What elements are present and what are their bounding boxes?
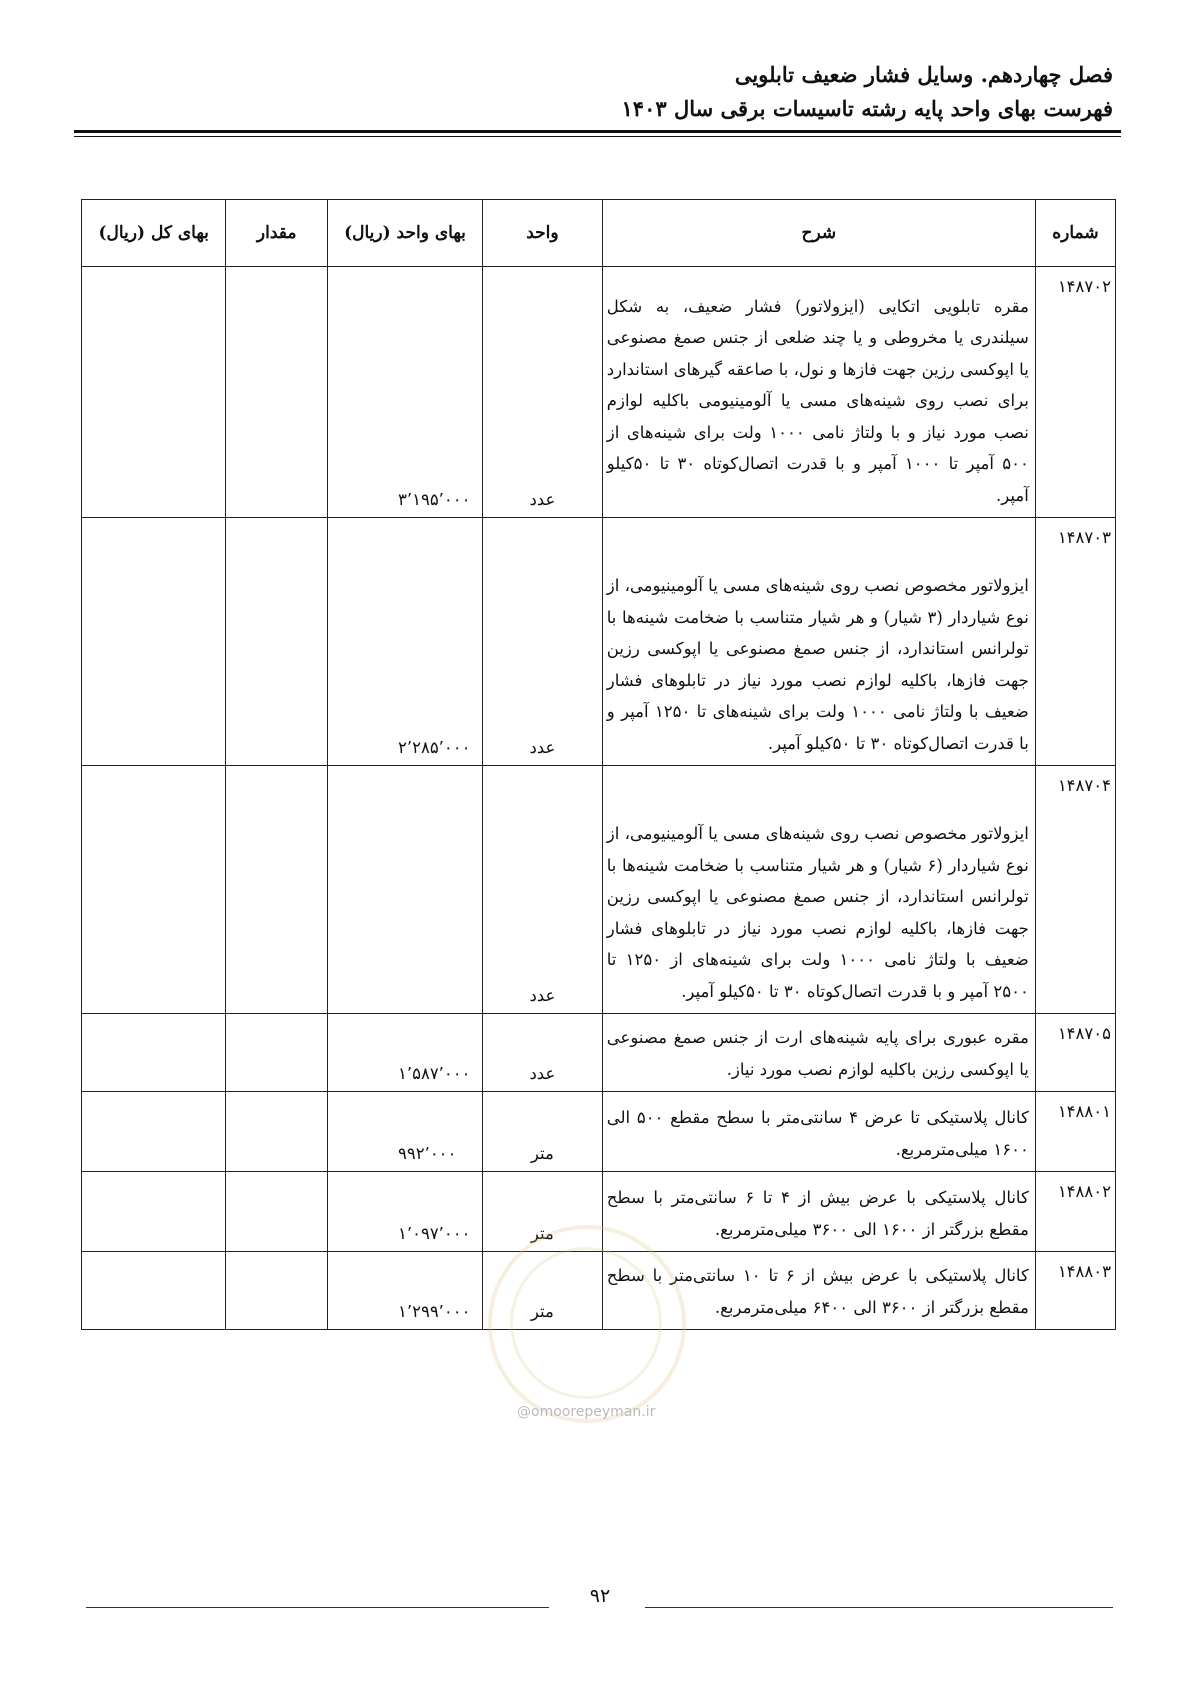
column-header-description: شرح xyxy=(602,200,1035,267)
table-row xyxy=(82,766,1116,1014)
item-unit: متر xyxy=(483,1252,603,1330)
item-quantity xyxy=(226,766,328,1014)
watermark-text: @omoorepeyman.ir xyxy=(517,1404,656,1420)
item-total-price xyxy=(82,766,226,1014)
item-description: مقره تابلویی اتکایی (ایزولاتور) فشار ضعیف، به شکل سیلندری یا مخروطی و یا چند ضلعی از جنس صمغ مصنوعی یا اپوکسی رزین جهت فازها و نول، با صاعقه گیرهای استاندارد برای نصب روی شینه‌های مسی یا آلومینیومی باکلیه لوازم نصب مورد نیاز و با ولتاژ نامی ۱۰۰۰ ولت برای شینه‌های از ۵۰۰ آمپر تا ۱۰۰۰ آمپر و با قدرت اتصال‌کوتاه ۳۰ تا ۵۰کیلو آمپر. xyxy=(602,267,1035,518)
item-unit-price: ۲٬۲۸۵٬۰۰۰ xyxy=(327,518,482,766)
page-header xyxy=(78,58,1113,126)
table-header-row xyxy=(82,200,1116,267)
item-total-price xyxy=(82,1014,226,1092)
item-number: ۱۴۸۸۰۱ xyxy=(1035,1092,1115,1172)
item-unit-price: ۳٬۱۹۵٬۰۰۰ xyxy=(327,267,482,518)
item-description: کانال پلاستیکی با عرض بیش از ۶ تا ۱۰ سانتی‌متر با سطح مقطع بزرگتر از ۳۶۰۰ الی ۶۴۰۰ میلی‌مترمربع. xyxy=(602,1252,1035,1330)
item-unit: عدد xyxy=(483,1014,603,1092)
item-quantity xyxy=(226,1252,328,1330)
item-quantity xyxy=(226,518,328,766)
item-description: کانال پلاستیکی تا عرض ۴ سانتی‌متر با سطح مقطع ۵۰۰ الی ۱۶۰۰ میلی‌مترمربع. xyxy=(602,1092,1035,1172)
item-unit-price: ۱٬۰۹۷٬۰۰۰ xyxy=(327,1172,482,1252)
item-unit-price: ۱٬۲۹۹٬۰۰۰ xyxy=(327,1252,482,1330)
column-header-total-price: بهای کل (ریال) xyxy=(82,200,226,267)
column-header-number: شماره xyxy=(1035,200,1115,267)
item-unit: عدد xyxy=(483,766,603,1014)
item-unit: عدد xyxy=(483,267,603,518)
header-rule-thick xyxy=(74,130,1121,133)
item-description: کانال پلاستیکی با عرض بیش از ۴ تا ۶ سانتی‌متر با سطح مقطع بزرگتر از ۱۶۰۰ الی ۳۶۰۰ میلی‌مترمربع. xyxy=(602,1172,1035,1252)
item-unit-price xyxy=(327,766,482,1014)
item-unit: عدد xyxy=(483,518,603,766)
item-unit: متر xyxy=(483,1172,603,1252)
item-number: ۱۴۸۷۰۲ xyxy=(1035,267,1115,518)
item-quantity xyxy=(226,267,328,518)
item-description: ایزولاتور مخصوص نصب روی شینه‌های مسی یا آلومینیومی، از نوع شیاردار (۳ شیار) و هر شیار متناسب با ضخامت شینه‌ها با تولرانس استاندارد، از جنس صمغ مصنوعی یا اپوکسی رزین جهت فازها، باکلیه لوازم نصب مورد نیاز در تابلوهای فشار ضعیف با ولتاژ نامی ۱۰۰۰ ولت برای شینه‌های تا ۱۲۵۰ آمپر و با قدرت اتصال‌کوتاه ۳۰ تا ۵۰کیلو آمپر. xyxy=(602,518,1035,766)
item-unit: متر xyxy=(483,1092,603,1172)
watermark-seal xyxy=(488,1225,686,1423)
item-unit-price: ۹۹۲٬۰۰۰ xyxy=(327,1092,482,1172)
table-row xyxy=(82,267,1116,518)
item-number: ۱۴۸۷۰۵ xyxy=(1035,1014,1115,1092)
item-number: ۱۴۸۸۰۲ xyxy=(1035,1172,1115,1252)
price-list-table xyxy=(81,199,1116,1330)
column-header-unit: واحد xyxy=(483,200,603,267)
footer-rule-right xyxy=(645,1607,1113,1608)
item-total-price xyxy=(82,1172,226,1252)
item-description: ایزولاتور مخصوص نصب روی شینه‌های مسی یا آلومینیومی، از نوع شیاردار (۶ شیار) و هر شیار متناسب با ضخامت شینه‌ها با تولرانس استاندارد، از جنس صمغ مصنوعی یا اپوکسی رزین جهت فازها، باکلیه لوازم نصب مورد نیاز در تابلوهای فشار ضعیف با ولتاژ نامی ۱۰۰۰ ولت برای شینه‌های از ۱۲۵۰ تا ۲۵۰۰ آمپر و با قدرت اتصال‌کوتاه ۳۰ تا ۵۰کیلو آمپر. xyxy=(602,766,1035,1014)
column-header-quantity: مقدار xyxy=(226,200,328,267)
page-number: ۹۲ xyxy=(589,1585,611,1607)
table-row xyxy=(82,1092,1116,1172)
header-rule-thin xyxy=(74,136,1121,137)
item-total-price xyxy=(82,518,226,766)
footer-rule-left xyxy=(86,1607,549,1608)
item-total-price xyxy=(82,267,226,518)
item-unit-price: ۱٬۵۸۷٬۰۰۰ xyxy=(327,1014,482,1092)
item-total-price xyxy=(82,1092,226,1172)
table-row xyxy=(82,1014,1116,1092)
item-number: ۱۴۸۷۰۴ xyxy=(1035,766,1115,1014)
item-quantity xyxy=(226,1014,328,1092)
chapter-title: فصل چهاردهم. وسایل فشار ضعیف تابلویی xyxy=(734,62,1113,87)
column-header-unit-price: بهای واحد (ریال) xyxy=(327,200,482,267)
item-total-price xyxy=(82,1252,226,1330)
item-number: ۱۴۸۷۰۳ xyxy=(1035,518,1115,766)
item-description: مقره عبوری برای پایه شینه‌های ارت از جنس صمغ مصنوعی یا اپوکسی رزین باکلیه لوازم نصب مورد نیاز. xyxy=(602,1014,1035,1092)
document-subtitle: فهرست بهای واحد پایه رشته تاسیسات برقی سال ۱۴۰۳ xyxy=(621,96,1113,121)
table-row xyxy=(82,518,1116,766)
item-quantity xyxy=(226,1172,328,1252)
item-number: ۱۴۸۸۰۳ xyxy=(1035,1252,1115,1330)
item-quantity xyxy=(226,1092,328,1172)
